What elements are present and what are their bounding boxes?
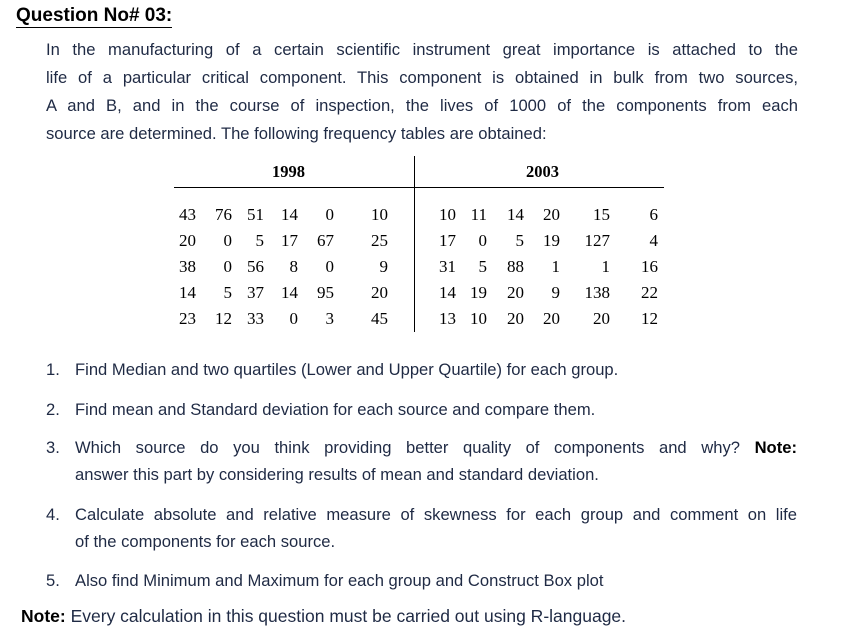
table-cell-2003: 4 [649, 231, 658, 250]
table-cell-1998: 0 [223, 231, 232, 250]
table-cell-2003: 88 [507, 257, 524, 276]
table-cell-2003: 20 [593, 309, 610, 328]
table-cell-2003: 10 [470, 309, 487, 328]
year-header-1998: 1998 [272, 162, 305, 181]
table-cell-2003: 20 [507, 283, 524, 302]
table-cell-1998: 5 [223, 283, 232, 302]
table-cell-2003: 14 [507, 205, 524, 224]
table-cell-1998: 3 [325, 309, 334, 328]
table-cell-2003: 1 [551, 257, 560, 276]
table-cell-2003: 6 [649, 205, 658, 224]
table-cell-1998: 51 [247, 205, 264, 224]
table-cell-1998: 14 [281, 205, 298, 224]
table-cell-1998: 0 [325, 257, 334, 276]
question-text: Find mean and Standard deviation for each source and compare them. [75, 400, 596, 419]
table-cell-1998: 37 [247, 283, 264, 302]
table-cell-1998: 10 [371, 205, 388, 224]
table-cell-2003: 12 [641, 309, 658, 328]
table-header-rule [174, 187, 664, 188]
question-line: of the components for each source. [75, 532, 336, 551]
table-cell-1998: 5 [255, 231, 264, 250]
table-cell-2003: 20 [543, 205, 560, 224]
frequency-table [174, 156, 664, 336]
table-cell-2003: 19 [543, 231, 560, 250]
table-cell-1998: 12 [215, 309, 232, 328]
table-cell-1998: 9 [379, 257, 388, 276]
table-cell-1998: 23 [179, 309, 196, 328]
question-number: 5. [46, 571, 60, 590]
note-label: Note: [754, 438, 797, 457]
table-cell-2003: 0 [478, 231, 487, 250]
table-cell-2003: 31 [439, 257, 456, 276]
question-number: 1. [46, 360, 60, 379]
table-cell-1998: 25 [371, 231, 388, 250]
table-cell-2003: 10 [439, 205, 456, 224]
question-text [75, 501, 797, 555]
intro-paragraph [46, 36, 798, 148]
table-cell-1998: 67 [317, 231, 334, 250]
table-cell-1998: 0 [289, 309, 298, 328]
table-cell-1998: 14 [281, 283, 298, 302]
table-cell-1998: 95 [317, 283, 334, 302]
question-number: 2. [46, 400, 60, 419]
table-cell-2003: 5 [515, 231, 524, 250]
table-cell-1998: 20 [179, 231, 196, 250]
question-heading: Question No# 03: [16, 5, 173, 26]
table-cell-1998: 0 [223, 257, 232, 276]
table-cell-2003: 17 [439, 231, 456, 250]
table-cell-2003: 13 [439, 309, 456, 328]
table-cell-2003: 5 [478, 257, 487, 276]
table-cell-1998: 0 [325, 205, 334, 224]
table-cell-2003: 19 [470, 283, 487, 302]
table-cell-1998: 76 [215, 205, 232, 224]
table-cell-1998: 8 [289, 257, 298, 276]
table-cell-2003: 138 [584, 283, 610, 302]
question-number: 3. [46, 438, 60, 457]
table-cell-2003: 127 [584, 231, 610, 250]
intro-line: A and B, and in the course of inspection, the lives of 1000 of the components from each [46, 96, 798, 115]
table-row [174, 308, 664, 330]
intro-line: In the manufacturing of a certain scientific instrument great importance is attached to the [46, 40, 798, 59]
table-cell-1998: 38 [179, 257, 196, 276]
intro-line: source are determined. The following frequency tables are obtained: [46, 124, 547, 143]
table-cell-2003: 11 [470, 205, 487, 224]
intro-line: life of a particular critical component. This component is obtained in bulk from two sources, [46, 68, 798, 87]
question-line: Calculate absolute and relative measure of skewness for each group and comment on life [75, 505, 797, 524]
table-cell-2003: 1 [601, 257, 610, 276]
table-cell-2003: 20 [507, 309, 524, 328]
table-cell-2003: 15 [593, 205, 610, 224]
table-cell-2003: 14 [439, 283, 456, 302]
question-text [75, 434, 797, 488]
table-cell-1998: 14 [179, 283, 196, 302]
question-text: Also find Minimum and Maximum for each group and Construct Box plot [75, 571, 604, 590]
table-cell-1998: 56 [247, 257, 264, 276]
table-row [174, 230, 664, 252]
table-cell-1998: 33 [247, 309, 264, 328]
question-number: 4. [46, 505, 60, 524]
table-cell-2003: 20 [543, 309, 560, 328]
table-row [174, 256, 664, 278]
question-line: answer this part by considering results of mean and standard deviation. [75, 465, 599, 484]
question-text: Find Median and two quartiles (Lower and Upper Quartile) for each group. [75, 360, 619, 379]
table-row [174, 282, 664, 304]
table-cell-2003: 22 [641, 283, 658, 302]
footnote-text: Every calculation in this question must be carried out using R-language. [65, 606, 627, 626]
table-cell-1998: 45 [371, 309, 388, 328]
question-line-text: Which source do you think providing better quality of components and why? [75, 438, 740, 457]
footnote [21, 606, 626, 627]
table-cell-1998: 17 [281, 231, 298, 250]
question-line [75, 434, 797, 461]
table-cell-1998: 43 [179, 205, 196, 224]
year-header-2003: 2003 [526, 162, 559, 181]
table-cell-2003: 9 [551, 283, 560, 302]
table-row [174, 204, 664, 226]
table-cell-1998: 20 [371, 283, 388, 302]
table-cell-2003: 16 [641, 257, 658, 276]
footnote-label: Note: [21, 606, 66, 626]
